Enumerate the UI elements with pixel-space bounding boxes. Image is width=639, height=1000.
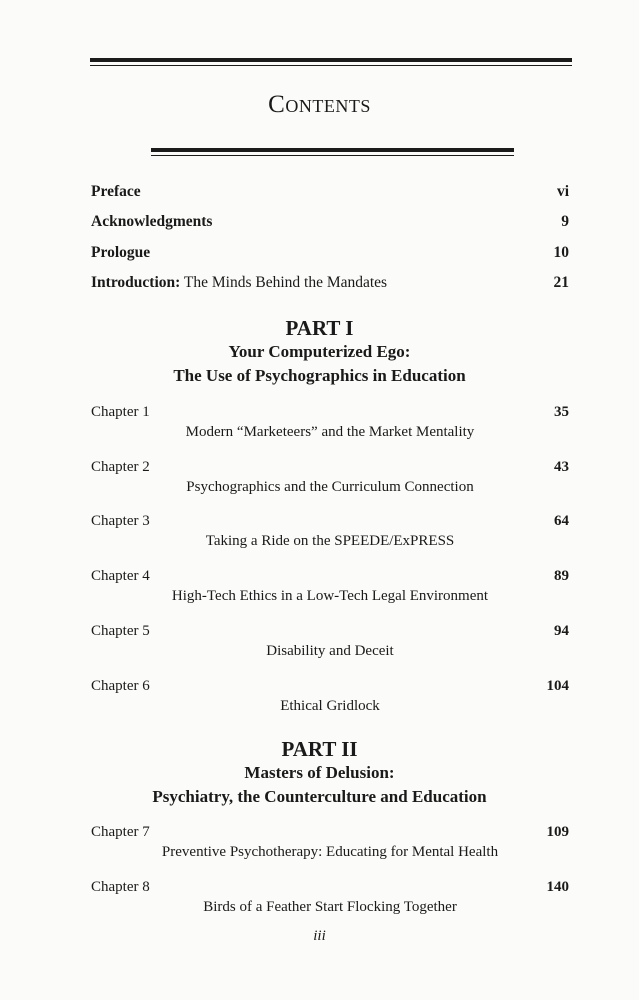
page-number: 9 [561, 213, 569, 230]
chapter-label: Chapter 5 [91, 623, 150, 639]
part-title: PART I [285, 316, 354, 340]
toc-chapter-5[interactable] [91, 621, 569, 665]
chapter-title: High-Tech Ethics in a Low-Tech Legal Environment [171, 588, 489, 604]
toc-entry-introduction[interactable] [91, 273, 569, 293]
page-folio: iii [313, 928, 326, 944]
chapter-title: Taking a Ride on the SPEEDE/ExPRESS [205, 533, 455, 549]
part-subtitle-line1: Masters of Delusion: [244, 763, 395, 782]
chapter-title: Preventive Psychotherapy: Educating for Mental Health [161, 844, 499, 860]
chapter-label: Chapter 3 [91, 513, 150, 529]
page-number: 10 [553, 244, 569, 261]
chapter-title: Ethical Gridlock [280, 698, 380, 714]
chapter-label: Chapter 2 [91, 459, 150, 475]
chapter-label: Chapter 1 [91, 404, 150, 420]
page-number: 89 [554, 568, 569, 584]
toc-chapter-6[interactable] [91, 676, 569, 720]
toc-chapter-7[interactable] [91, 822, 569, 866]
page-number: 43 [554, 459, 569, 475]
part-subtitle-line2: Psychiatry, the Counterculture and Education [152, 787, 487, 806]
chapter-label: Chapter 6 [91, 678, 150, 694]
toc-chapter-4[interactable] [91, 566, 569, 610]
part-2-heading [0, 737, 639, 809]
chapter-label: Chapter 8 [91, 879, 150, 895]
top-double-rule [90, 58, 572, 66]
part-title: PART II [281, 737, 358, 761]
page-number: 35 [554, 404, 569, 420]
toc-chapter-2[interactable] [91, 457, 569, 501]
chapter-label: Chapter 4 [91, 568, 150, 584]
toc-entry-preface[interactable] [91, 182, 569, 202]
toc-entry-prologue[interactable] [91, 243, 569, 263]
chapter-title: Disability and Deceit [266, 643, 394, 659]
chapter-title: Birds of a Feather Start Flocking Together [203, 899, 457, 915]
entry-label: Preface [91, 183, 141, 200]
contents-title: Contents [268, 91, 371, 118]
chapter-title: Psychographics and the Curriculum Connection [186, 479, 474, 495]
entry-label: Prologue [91, 244, 151, 261]
entry-label: Introduction: [91, 274, 181, 291]
part-subtitle-line1: Your Computerized Ego: [228, 342, 411, 361]
toc-chapter-3[interactable] [91, 511, 569, 555]
page-number: 21 [553, 274, 569, 291]
page-number: vi [556, 183, 569, 200]
toc-chapter-1[interactable] [91, 402, 569, 446]
entry-label-rest: The Minds Behind the Mandates [180, 274, 388, 291]
toc-entry-acknowledgments[interactable] [91, 212, 569, 232]
title-double-rule [151, 148, 514, 156]
part-subtitle-line2: The Use of Psychographics in Education [173, 366, 466, 385]
page-number: 109 [546, 824, 569, 840]
page-number: 94 [554, 623, 569, 639]
toc-chapter-8[interactable] [91, 877, 569, 921]
chapter-label: Chapter 7 [91, 824, 150, 840]
part-1-heading [0, 316, 639, 388]
page-number: 104 [546, 678, 569, 694]
page-number: 140 [546, 879, 569, 895]
entry-label: Acknowledgments [91, 213, 213, 230]
chapter-title: Modern “Marketeers” and the Market Mentality [185, 424, 475, 440]
page-number: 64 [554, 513, 569, 529]
